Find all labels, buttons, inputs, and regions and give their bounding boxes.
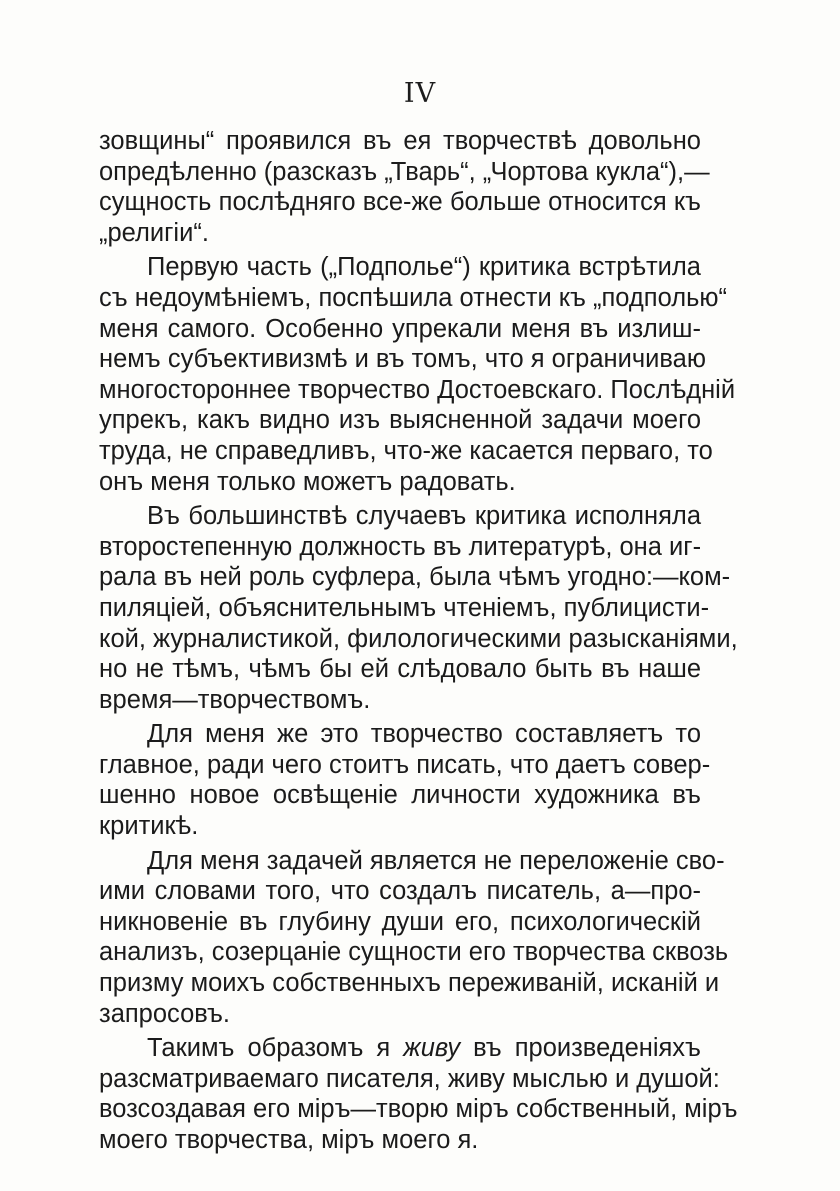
- text-line: немъ субъективизмѣ и въ томъ, что я ограничиваю: [99, 345, 706, 374]
- text-line: возсоздавая его міръ—творю міръ собственный, міръ: [99, 1095, 738, 1124]
- emphasized-word: живу: [403, 1034, 461, 1063]
- text-fragment: Такимъ образомъ я: [147, 1034, 404, 1063]
- text-line: Для меня же это творчество составляетъ то: [147, 720, 701, 749]
- text-line: ими словами того, что создалъ писатель, а—про-: [99, 877, 701, 906]
- text-line: [99, 1033, 701, 1064]
- paragraph: [99, 1033, 738, 1155]
- text-line: запросовъ.: [99, 999, 230, 1028]
- text-line: многостороннее творчество Достоевскаго. Послѣдній: [99, 375, 736, 404]
- paragraph: [99, 501, 738, 715]
- text-line: кой, журналистикой, филологическими разысканіями,: [99, 624, 738, 653]
- paragraph: [99, 252, 736, 497]
- page-number: IV: [403, 78, 437, 109]
- text-line: призму моихъ собственныхъ переживаній, исканій и: [99, 969, 720, 998]
- text-line: Въ большинствѣ случаевъ критика исполняла: [147, 502, 701, 531]
- text-line: онъ меня только можетъ радовать.: [99, 467, 516, 496]
- text-line: сущность послѣдняго все-же больше относится къ: [99, 188, 701, 217]
- paragraph: [99, 846, 729, 1030]
- text-line: шенно новое освѣщеніе личности художника въ: [99, 781, 701, 810]
- text-line: съ недоумѣніемъ, поспѣшила отнести къ „подполью“: [99, 283, 727, 312]
- text-line: Для меня задачей является не переложеніе сво-: [147, 846, 725, 875]
- text-line: разсматриваемаго писателя, живу мыслью и душой:: [99, 1064, 720, 1093]
- body-text: [99, 126, 738, 1156]
- text-line: труда, не справедливъ, что-же касается перваго, то: [99, 436, 713, 465]
- text-line: моего творчества, міръ моего я.: [99, 1126, 479, 1154]
- text-line: меня самого. Особенно упрекали меня въ излиш-: [99, 314, 701, 343]
- text-line: критикѣ.: [99, 812, 199, 841]
- text-line: упрекъ, какъ видно изъ выясненной задачи моего: [99, 406, 701, 435]
- text-line: анализъ, созерцаніе сущности его творчества сквозь: [99, 938, 729, 967]
- paragraph: [99, 719, 711, 841]
- text-fragment: въ произведеніяхъ: [460, 1034, 701, 1063]
- paragraph: [99, 126, 710, 248]
- text-line: рала въ ней роль суфлера, была чѣмъ угодно:—ком-: [99, 563, 731, 592]
- text-line: главное, ради чего стоитъ писать, что даетъ совер-: [99, 750, 711, 779]
- text-line: зовщины“ проявился въ ея творчествѣ довольно: [99, 127, 701, 155]
- text-line: „религіи“.: [99, 218, 209, 247]
- text-line: Первую часть („Подполье“) критика встрѣтила: [147, 253, 701, 282]
- text-line: но не тѣмъ, чѣмъ бы ей слѣдовало быть въ наше: [99, 655, 701, 684]
- text-line: пиляціей, объяснительнымъ чтеніемъ, публицисти-: [99, 593, 710, 622]
- text-line: второстепенную должность въ литературѣ, она иг-: [99, 532, 702, 561]
- text-line: никновеніе въ глубину души его, психологическій: [99, 907, 701, 936]
- text-line: опредѣленно (разсказъ „Тварь“, „Чортова кукла“),—: [99, 157, 710, 186]
- text-line: время—творчествомъ.: [99, 685, 371, 714]
